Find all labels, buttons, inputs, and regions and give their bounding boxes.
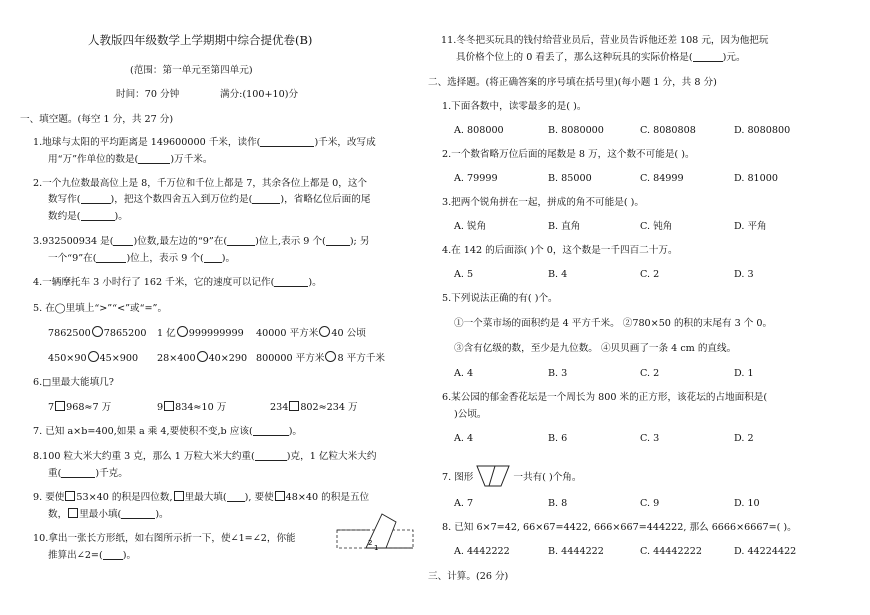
s1-q8-text-b: )克，1 亿粒大米大约 xyxy=(286,451,377,462)
estimate-suffix: 968≈7 万 xyxy=(66,402,112,413)
option[interactable]: A. 5 xyxy=(454,269,474,280)
option[interactable]: B. 6 xyxy=(548,433,568,444)
section2-heading: 二、选择题。(将正确答案的序号填在括号里)(每小题 1 分，共 8 分) xyxy=(428,77,717,88)
compare-circle[interactable] xyxy=(88,351,99,362)
estimate-suffix: 834≈10 万 xyxy=(175,402,227,413)
digit-box[interactable] xyxy=(174,491,184,501)
answer-blank[interactable] xyxy=(103,549,123,560)
s1-q7-text-b: )。 xyxy=(288,426,303,437)
s1-q11-text-c: )元。 xyxy=(722,52,746,63)
compare-left: 7862500 xyxy=(48,328,91,339)
option[interactable]: C. 9 xyxy=(640,498,660,509)
s1-q8-text-d: )千克。 xyxy=(95,468,128,479)
option[interactable]: A. 7 xyxy=(454,498,474,509)
answer-blank[interactable] xyxy=(255,450,287,461)
s1-q10-line2 xyxy=(48,549,136,562)
s1-q9-line2 xyxy=(48,508,169,521)
exam-time: 时间：70 分钟 xyxy=(116,89,180,100)
s2-q2: 2.一个数省略万位后面的尾数是 8 万，这个数不可能是( )。 xyxy=(442,149,695,160)
s1-q2-line3 xyxy=(48,210,128,223)
answer-blank[interactable] xyxy=(81,210,115,221)
angle-label-1: 1 xyxy=(374,544,379,552)
option[interactable]: D. 3 xyxy=(734,269,754,280)
s1-q9-text-e: 48×40 的积是五位 xyxy=(285,492,370,503)
option[interactable]: A. 4 xyxy=(454,368,474,379)
compare-circle[interactable] xyxy=(319,326,330,337)
option[interactable]: C. 44442222 xyxy=(640,546,702,557)
answer-blank[interactable] xyxy=(260,136,314,147)
page-title: 人教版四年级数学上学期期中综合提优卷(B) xyxy=(88,33,313,47)
section3-heading: 三、计算。(26 分) xyxy=(428,571,509,582)
s1-q2-line2 xyxy=(48,193,370,206)
s1-q6: 6.□里最大能填几? xyxy=(33,377,114,388)
option[interactable]: B. 85000 xyxy=(548,173,592,184)
compare-circle[interactable] xyxy=(197,351,208,362)
answer-blank[interactable] xyxy=(274,276,308,287)
estimate-suffix: 802≈234 万 xyxy=(300,402,358,413)
option[interactable]: B. 3 xyxy=(548,368,568,379)
option[interactable]: B. 8 xyxy=(548,498,568,509)
s1-q11-line1: 11.冬冬把买玩具的钱付给营业员后，营业员告诉他还差 108 元，因为他把玩 xyxy=(441,35,769,46)
s1-q3-line2 xyxy=(48,252,235,265)
compare-left: 28×400 xyxy=(157,353,196,364)
estimate-prefix: 7 xyxy=(48,402,55,413)
s1-q4-text-a: 4.一辆摩托车 3 小时行了 162 千米，它的速度可以记作( xyxy=(33,277,275,288)
digit-box[interactable] xyxy=(289,401,299,411)
option[interactable]: D. 10 xyxy=(734,498,760,509)
s1-q5-row1-c xyxy=(256,326,366,340)
s1-q10-text-c: )。 xyxy=(122,550,137,561)
answer-blank[interactable] xyxy=(121,508,155,519)
compare-left: 800000 平方米 xyxy=(256,353,325,364)
option[interactable]: B. 4 xyxy=(548,269,568,280)
option[interactable]: C. 8080808 xyxy=(640,125,696,136)
compare-right: 45×900 xyxy=(99,353,139,364)
s1-q9-line1 xyxy=(33,491,369,504)
estimate-prefix: 234 xyxy=(270,402,289,413)
s1-q7-text-a: 7. 已知 a×b=400,如果 a 乘 4,要使积不变,b 应该( xyxy=(33,426,253,437)
option[interactable]: C. 84999 xyxy=(640,173,684,184)
s1-q8-line2 xyxy=(48,467,128,480)
answer-blank[interactable] xyxy=(227,235,255,246)
option[interactable]: B. 直角 xyxy=(548,221,581,232)
option[interactable]: A. 79999 xyxy=(454,173,498,184)
digit-box[interactable] xyxy=(164,401,174,411)
option[interactable]: A. 808000 xyxy=(454,125,504,136)
compare-right: 40×290 xyxy=(208,353,248,364)
s2-q8: 8. 已知 6×7=42, 66×67=4422, 666×667=444222, 那么 6666×6667=( )。 xyxy=(442,522,797,533)
s1-q2-text-e: 数约是( xyxy=(48,211,81,222)
compare-right: 40 公顷 xyxy=(331,328,366,339)
s1-q2-text-f: )。 xyxy=(114,211,128,222)
s1-q1-text-d: )万千米。 xyxy=(170,154,213,165)
s1-q5: 5. 在◯里填上“>”“<”或“=”。 xyxy=(33,303,168,314)
compare-left: 450×90 xyxy=(48,353,87,364)
s1-q3-line1 xyxy=(33,235,369,248)
s1-q8-text-a: 8.100 粒大米大约重 3 克，那么 1 万粒大米大约重( xyxy=(33,451,255,462)
s1-q10-text-b: 推算出∠2=( xyxy=(48,550,103,561)
digit-box[interactable] xyxy=(65,491,75,501)
s1-q2-line1: 2.一个九位数最高位上是 8，千万位和千位上都是 7，其余各位上都是 0，这个 xyxy=(33,178,368,189)
s2-q5-statements-1: ①一个菜市场的面积约是 4 平方千米。 ②780×50 的积的末尾有 3 个 0。 xyxy=(454,318,773,329)
answer-blank[interactable] xyxy=(113,235,133,246)
s1-q3-text-f: )位上，表示 9 个( xyxy=(126,253,204,264)
answer-blank[interactable] xyxy=(81,193,111,204)
s1-q8-line1 xyxy=(33,450,376,463)
s1-q3-text-b: )位数,最左边的“9”在( xyxy=(133,236,228,247)
s1-q3-text-d: ); 另 xyxy=(349,236,370,247)
s1-q1-line1 xyxy=(33,136,376,149)
answer-blank[interactable] xyxy=(61,467,95,478)
s2-q5: 5.下列说法正确的有( )个。 xyxy=(442,293,558,304)
s1-q1-text-c: 用“万”作单位的数是( xyxy=(48,154,139,165)
s1-q9-text-g: 里最小填( xyxy=(79,509,122,520)
option[interactable]: C. 2 xyxy=(640,269,660,280)
s1-q7 xyxy=(33,425,302,438)
s1-q1-line2 xyxy=(48,153,212,166)
digit-box[interactable] xyxy=(55,401,65,411)
estimate-prefix: 9 xyxy=(157,402,164,413)
trapezoid-figure xyxy=(475,464,511,488)
answer-blank[interactable] xyxy=(326,235,350,246)
option[interactable]: D. 2 xyxy=(734,433,754,444)
folded-paper-figure xyxy=(336,510,416,552)
compare-left: 40000 平方米 xyxy=(256,328,319,339)
answer-blank[interactable] xyxy=(138,153,170,164)
compare-left: 1 亿 xyxy=(157,328,176,339)
option[interactable]: A. 4442222 xyxy=(454,546,510,557)
option[interactable]: B. 8080000 xyxy=(548,125,604,136)
answer-blank[interactable] xyxy=(693,51,723,62)
answer-blank[interactable] xyxy=(252,193,280,204)
option[interactable]: A. 4 xyxy=(454,433,474,444)
s2-q6-line2: )公顷。 xyxy=(454,409,487,420)
s1-q9-text-a: 9. 要使 xyxy=(33,492,65,503)
s1-q3-text-e: 一个“9”在( xyxy=(48,253,97,264)
s2-q7-text-a: 7. 图形 xyxy=(442,472,474,483)
option[interactable]: D. 44224422 xyxy=(734,546,797,557)
compare-circle[interactable] xyxy=(92,326,103,337)
answer-blank[interactable] xyxy=(96,252,126,263)
s1-q2-text-d: )，省略亿位后面的尾 xyxy=(280,194,371,205)
digit-box[interactable] xyxy=(275,491,285,501)
option[interactable]: B. 4444222 xyxy=(548,546,604,557)
s1-q4-text-b: )。 xyxy=(308,277,322,288)
s1-q1-text-b: )千米，改写成 xyxy=(314,137,376,148)
compare-right: 8 平方千米 xyxy=(337,353,385,364)
s2-q1: 1.下面各数中，读零最多的是( )。 xyxy=(442,101,587,112)
s1-q11-line2 xyxy=(456,51,746,64)
compare-right: 999999999 xyxy=(188,328,244,339)
s1-q5-row2-c xyxy=(256,351,385,365)
option[interactable]: C. 钝角 xyxy=(640,221,673,232)
s1-q8-text-c: 重( xyxy=(48,468,62,479)
s2-q7 xyxy=(442,464,582,488)
s1-q9-text-d: ), 要使 xyxy=(244,492,274,503)
s1-q2-text-b: 数写作( xyxy=(48,194,81,205)
s1-q9-text-b: 53×40 的积是四位数, xyxy=(76,492,173,503)
s1-q11-text-b: 具价格个位上的 0 看丢了，那么这种玩具的实际价格是( xyxy=(456,52,693,63)
s1-q9-text-h: )。 xyxy=(155,509,169,520)
compare-circle[interactable] xyxy=(177,326,188,337)
s2-q7-text-b: 一共有( )个角。 xyxy=(513,472,582,483)
s1-q4 xyxy=(33,276,322,289)
option[interactable]: D. 8080800 xyxy=(734,125,791,136)
s1-q9-text-c: 里最大填( xyxy=(184,492,227,503)
s1-q6-row-b xyxy=(157,401,226,414)
s2-q3: 3.把两个锐角拼在一起，拼成的角不可能是( )。 xyxy=(442,197,644,208)
s1-q10-line1: 10.拿出一张长方形纸，如右图所示折一下，使∠1=∠2，你能 xyxy=(33,533,296,544)
option[interactable]: D. 81000 xyxy=(734,173,778,184)
s2-q4: 4.在 142 的后面添( )个 0，这个数是一千四百二十万。 xyxy=(442,245,678,256)
option[interactable]: C. 3 xyxy=(640,433,660,444)
s1-q5-row1 xyxy=(48,326,146,340)
s1-q3-text-c: )位上,表示 9 个( xyxy=(255,236,326,247)
s1-q2-text-c: )，把这个数四舍五入到万位约是( xyxy=(110,194,253,205)
s1-q5-row2-b xyxy=(157,351,247,365)
s1-q6-row-c xyxy=(270,401,358,414)
option[interactable]: C. 2 xyxy=(640,368,660,379)
s1-q3-text-a: 3.932500934 是( xyxy=(33,236,114,247)
option[interactable]: D. 1 xyxy=(734,368,754,379)
angle-label-2: 2 xyxy=(368,539,373,547)
s1-q3-text-g: )。 xyxy=(221,253,236,264)
s1-q5-row1-b xyxy=(157,326,244,340)
exam-range: (范围：第一单元至第四单元) xyxy=(130,65,253,76)
s2-q6-line1: 6.某公园的郁金香花坛是一个周长为 800 米的正方形，该花坛的占地面积是( xyxy=(442,392,768,403)
answer-blank[interactable] xyxy=(204,252,222,263)
compare-right: 7865200 xyxy=(103,328,147,339)
s1-q1-text-a: 1.地球与太阳的平均距离是 149600000 千米，读作( xyxy=(33,137,261,148)
digit-box[interactable] xyxy=(68,508,78,518)
s2-q5-statements-2: ③含有亿级的数，至少是九位数。 ④贝贝画了一条 4 cm 的直线。 xyxy=(454,343,737,354)
s1-q5-row2 xyxy=(48,351,138,365)
answer-blank[interactable] xyxy=(227,491,245,502)
answer-blank[interactable] xyxy=(253,425,289,436)
compare-circle[interactable] xyxy=(325,351,336,362)
s1-q9-text-f: 数， xyxy=(48,509,68,520)
section1-heading: 一、填空题。(每空 1 分，共 27 分) xyxy=(20,114,174,125)
s1-q6-row-a xyxy=(48,401,111,414)
option[interactable]: D. 平角 xyxy=(734,221,767,232)
exam-score: 满分:(100+10)分 xyxy=(220,89,299,100)
option[interactable]: A. 锐角 xyxy=(454,221,487,232)
